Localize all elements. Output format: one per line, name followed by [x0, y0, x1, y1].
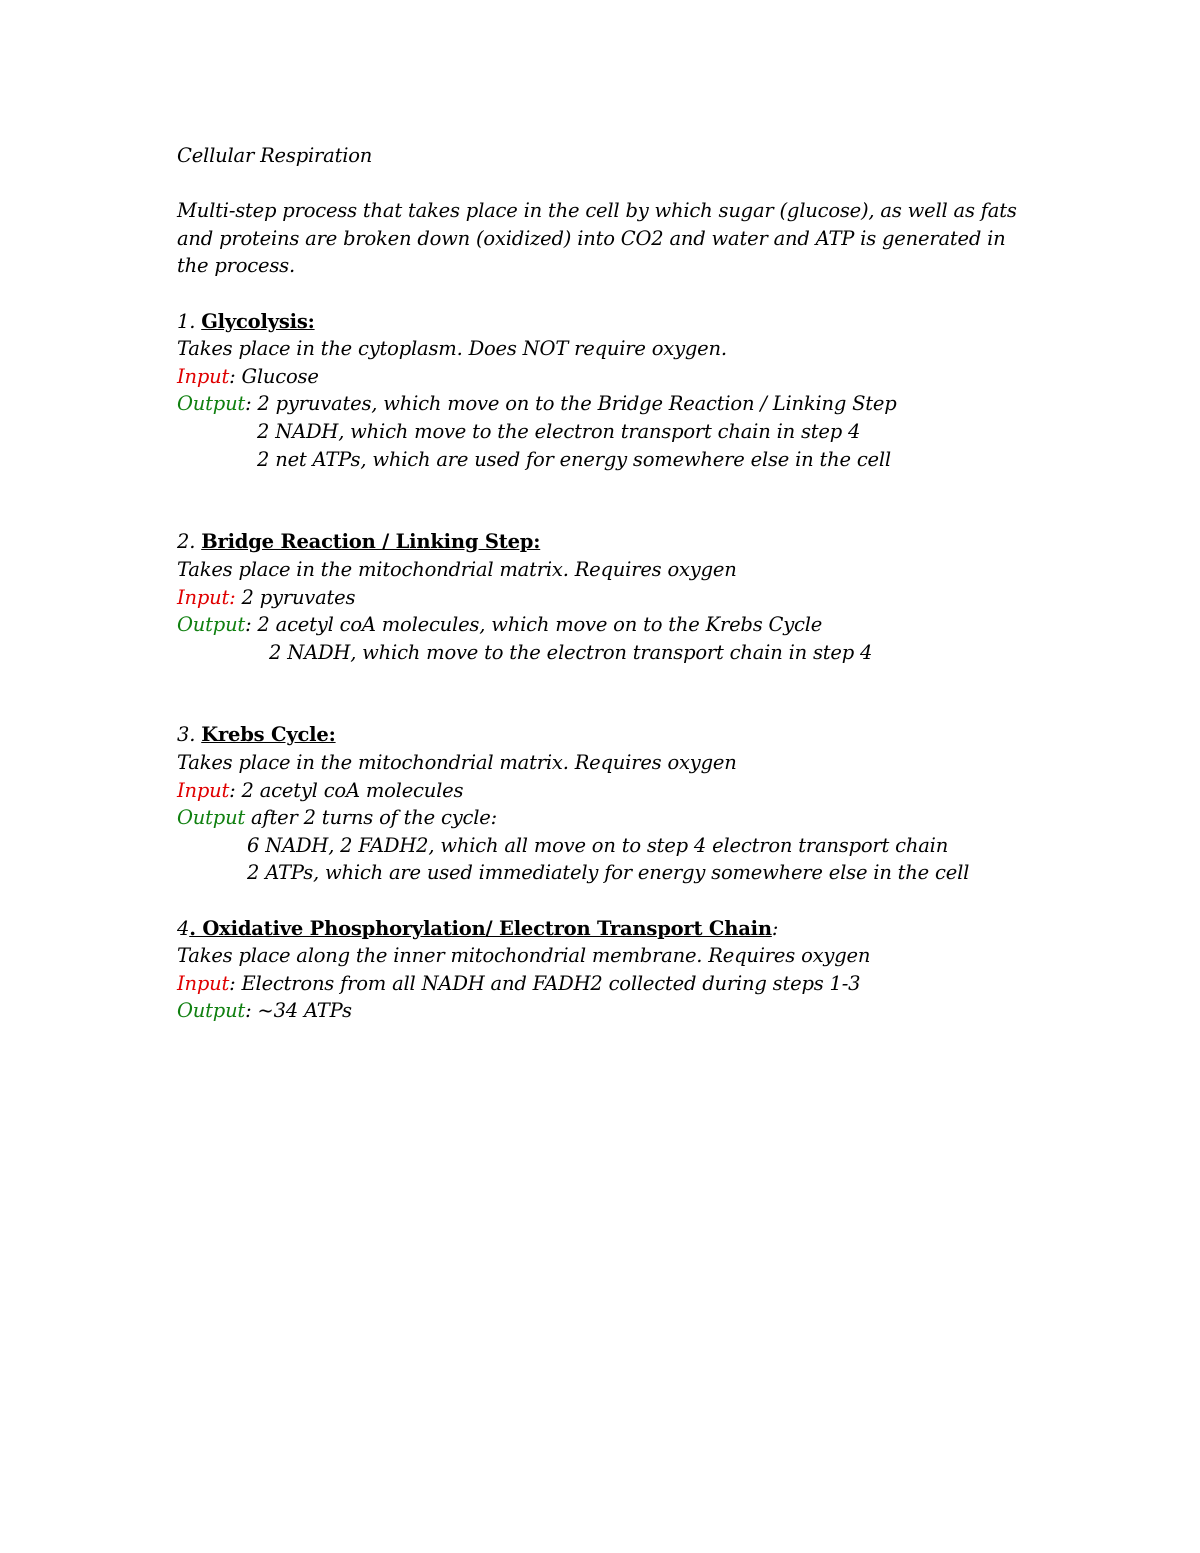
spacer	[177, 694, 1057, 722]
spacer	[177, 666, 1057, 694]
spacer	[177, 473, 1057, 501]
spacer	[177, 280, 1057, 308]
step-output	[177, 611, 1057, 639]
step-output	[177, 390, 1057, 418]
input-separator: :	[229, 778, 236, 802]
step-number: 3.	[177, 723, 196, 747]
document-title: Cellular Respiration	[177, 144, 373, 167]
output-value: ~34 ATPs	[251, 999, 352, 1023]
step-output	[177, 804, 1057, 832]
spacer	[177, 887, 1057, 915]
output-value: after 2 turns of the cycle:	[245, 806, 497, 830]
output-separator: :	[245, 613, 252, 637]
intro-line: and proteins are broken down (oxidized) into CO2 and water and ATP is generated in	[177, 226, 1006, 250]
output-label: Output	[177, 392, 246, 416]
step-heading-text: Krebs Cycle:	[201, 723, 336, 747]
step-heading	[177, 721, 1057, 749]
step-number: 2.	[177, 530, 196, 554]
spacer	[177, 501, 1057, 529]
step-input	[177, 363, 1057, 391]
output-label: Output	[177, 613, 246, 637]
output-separator: :	[245, 999, 252, 1023]
step-heading-suffix: :	[771, 916, 779, 940]
step-input	[177, 777, 1057, 805]
step-number: 4	[177, 916, 190, 940]
step-input	[177, 584, 1057, 612]
output-label: Output	[177, 806, 246, 830]
step-heading-text: . Oxidative Phosphorylation/ Electron Transport Chain	[189, 916, 772, 940]
step-number: 1.	[177, 309, 196, 333]
step-glycolysis	[177, 308, 1057, 474]
step-oxidative-phosphorylation	[177, 915, 1057, 1025]
output-separator: :	[245, 392, 252, 416]
output-value: 2 pyruvates, which move on to the Bridge Reaction / Linking Step	[251, 392, 897, 416]
input-label: Input:	[177, 585, 236, 609]
output-label: Output	[177, 999, 246, 1023]
output-continuation: 2 ATPs, which are used immediately for energy somewhere else in the cell	[247, 861, 970, 885]
step-heading-text: Bridge Reaction / Linking Step:	[201, 530, 541, 554]
step-heading	[177, 308, 1057, 336]
step-bridge-reaction	[177, 528, 1057, 666]
intro-line: the process.	[177, 254, 295, 278]
intro-line: Multi-step process that takes place in the cell by which sugar (glucose), as well as fats	[177, 199, 1017, 223]
input-label: Input	[177, 364, 230, 388]
input-label: Input	[177, 971, 230, 995]
input-value: Glucose	[235, 364, 319, 388]
document-page	[177, 142, 1057, 1025]
step-krebs-cycle	[177, 721, 1057, 887]
output-continuation: 2 NADH, which move to the electron transport chain in step 4	[269, 640, 873, 664]
output-value: 2 acetyl coA molecules, which move on to the Krebs Cycle	[251, 613, 823, 637]
step-heading-text: Glycolysis:	[201, 309, 315, 333]
output-continuation: 2 NADH, which move to the electron transport chain in step 4	[257, 419, 861, 443]
step-location: Takes place in the mitochondrial matrix. Requires oxygen	[177, 557, 737, 581]
input-separator: :	[229, 364, 236, 388]
output-continuation: 6 NADH, 2 FADH2, which all move on to step 4 electron transport chain	[247, 833, 949, 857]
step-output	[177, 997, 1057, 1025]
input-separator: :	[229, 971, 236, 995]
spacer	[177, 170, 1057, 198]
input-value: 2 pyruvates	[235, 585, 356, 609]
input-value: 2 acetyl coA molecules	[235, 778, 464, 802]
step-heading	[177, 915, 1057, 943]
output-continuation: 2 net ATPs, which are used for energy somewhere else in the cell	[257, 447, 891, 471]
input-label: Input	[177, 778, 230, 802]
step-location: Takes place in the cytoplasm. Does NOT require oxygen.	[177, 337, 727, 361]
step-heading	[177, 528, 1057, 556]
input-value: Electrons from all NADH and FADH2 collected during steps 1-3	[235, 971, 861, 995]
step-location: Takes place along the inner mitochondrial membrane. Requires oxygen	[177, 944, 871, 968]
step-location: Takes place in the mitochondrial matrix. Requires oxygen	[177, 751, 737, 775]
step-input	[177, 970, 1057, 998]
